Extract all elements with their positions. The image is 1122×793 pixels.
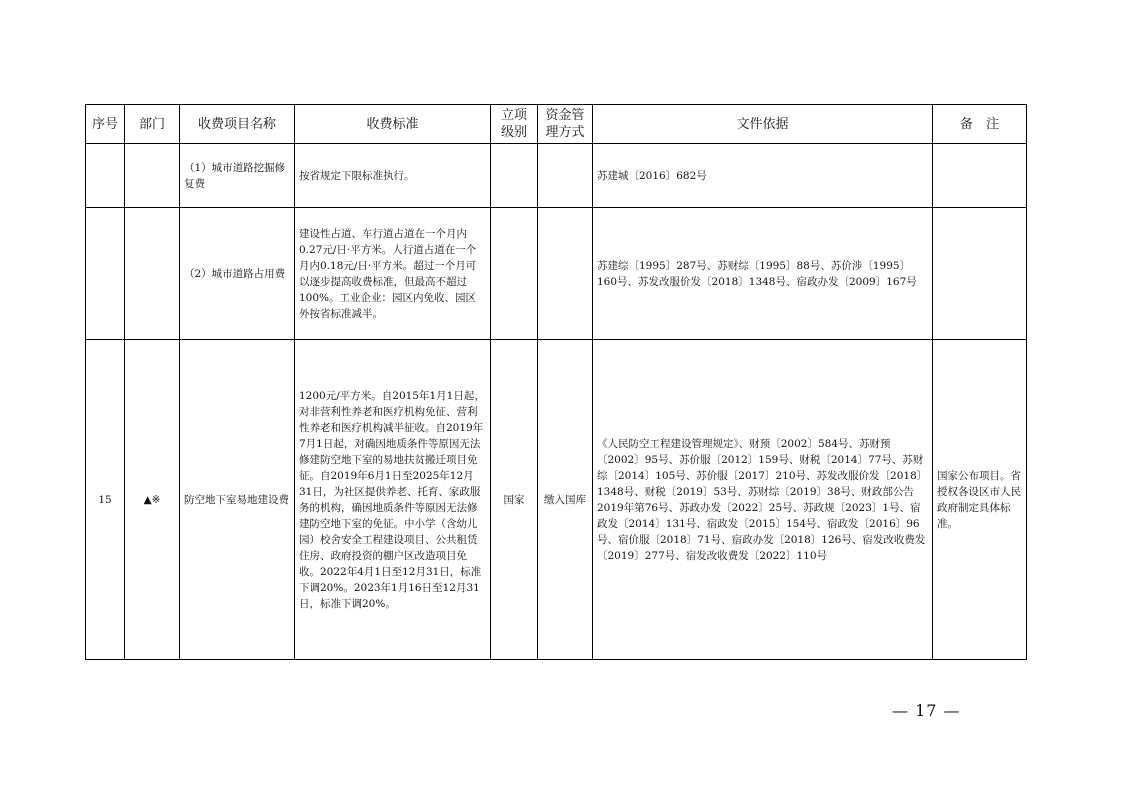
table-row (86, 340, 1027, 660)
cell-item-name: 防空地下室易地建设费 (180, 340, 295, 660)
cell-basis: 苏建城〔2016〕682号 (593, 144, 933, 208)
cell-standard: 按省规定下限标准执行。 (295, 144, 491, 208)
header-fund-management: 资金管 理方式 (538, 105, 593, 144)
cell-level (491, 208, 538, 340)
cell-basis: 苏建综〔1995〕287号、苏财综〔1995〕88号、苏价涉〔1995〕160号、苏发改服价发〔2018〕1348号、宿政办发〔2009〕167号 (593, 208, 933, 340)
table-row (86, 144, 1027, 208)
cell-dept (125, 144, 180, 208)
cell-no (86, 208, 125, 340)
cell-fund (538, 144, 593, 208)
header-standard: 收费标准 (295, 105, 491, 144)
cell-fund (538, 208, 593, 340)
header-note: 备 注 (933, 105, 1027, 144)
page-number: — 17 — (892, 701, 961, 720)
cell-dept (125, 208, 180, 340)
cell-level: 国家 (491, 340, 538, 660)
cell-standard: 1200元/平方米。自2015年1月1日起，对非营利性养老和医疗机构免征、营利性养老和医疗机构减半征收。自2019年7月1日起，对确因地质条件等原因无法修建防空地下室的易地扶贫搬迁项目免征。自2019年6月1日至2025年12月31日，为社区提供养老、托育、家政服务的机构，确因地质条件等原因无法修建防空地下室的免征。中小学（含幼儿园）校舍安全工程建设项目、公共租赁住房、政府投资的棚户区改造项目免收。2022年4月1日至12月31日，标准下调20%。2023年1月16日至12月31日，标准下调20%。 (295, 340, 491, 660)
fee-table (85, 104, 1027, 660)
header-no: 序号 (86, 105, 125, 144)
header-basis: 文件依据 (593, 105, 933, 144)
cell-item-name: （1）城市道路挖掘修复费 (180, 144, 295, 208)
cell-note (933, 144, 1027, 208)
table-header-row (86, 105, 1027, 144)
cell-level (491, 144, 538, 208)
cell-note: 国家公布项目。省授权各设区市人民政府制定具体标准。 (933, 340, 1027, 660)
header-dept: 部门 (125, 105, 180, 144)
cell-dept: ▲※ (125, 340, 180, 660)
cell-item-name: （2）城市道路占用费 (180, 208, 295, 340)
cell-fund: 缴入国库 (538, 340, 593, 660)
cell-no: 15 (86, 340, 125, 660)
cell-note (933, 208, 1027, 340)
cell-standard: 建设性占道、车行道占道在一个月内0.27元/日·平方米。人行道占道在一个月内0.18元/日·平方米。超过一个月可以逐步提高收费标准，但最高不超过100%。工业企业：园区内免收、园区外按省标准减半。 (295, 208, 491, 340)
header-item-name: 收费项目名称 (180, 105, 295, 144)
cell-basis: 《人民防空工程建设管理规定》、财预〔2002〕584号、苏财预〔2002〕95号、苏价服〔2012〕159号、财税〔2014〕77号、苏财综〔2014〕105号、苏价服〔2017〕210号、苏发改服价发〔2018〕1348号、财税〔2019〕53号、苏财综〔2019〕38号、财政部公告2019年第76号、苏政办发〔2022〕25号、苏政规〔2023〕1号、宿政发〔2014〕131号、宿政发〔2015〕154号、宿政发〔2016〕96号、宿价服〔2018〕71号、宿政办发〔2018〕126号、宿发改收费发〔2019〕277号、宿发改收费发〔2022〕110号 (593, 340, 933, 660)
cell-no (86, 144, 125, 208)
header-level: 立项 级别 (491, 105, 538, 144)
table-row (86, 208, 1027, 340)
